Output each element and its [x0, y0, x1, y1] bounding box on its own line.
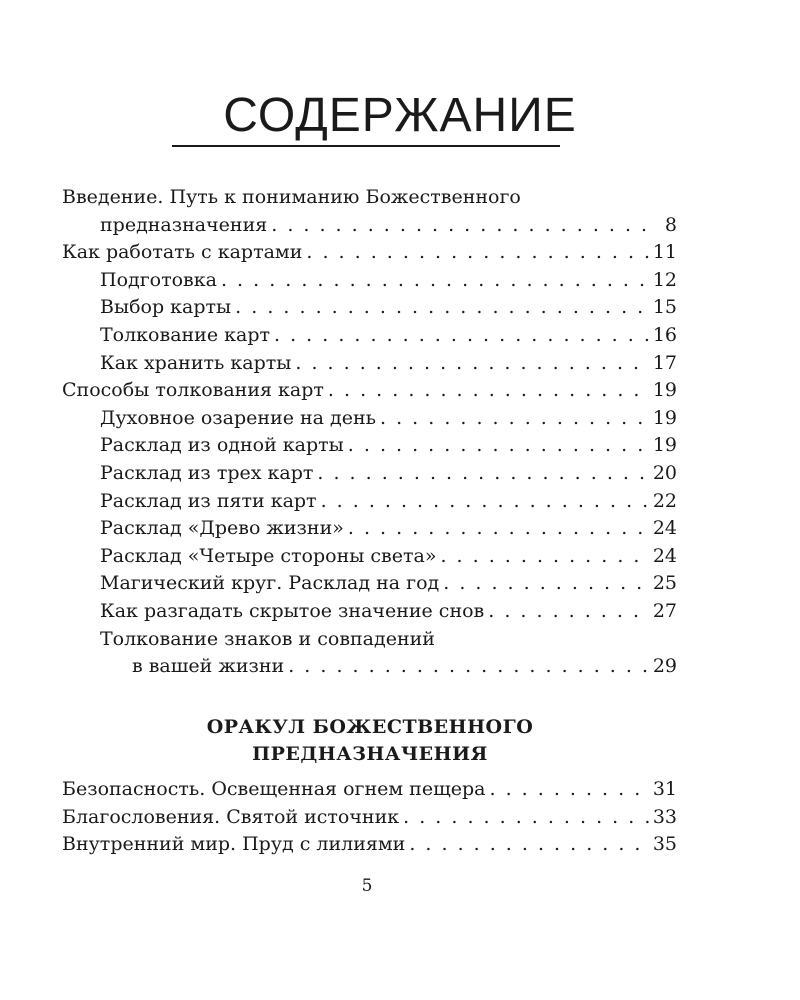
toc-entry — [62, 267, 677, 295]
toc-dot-leader — [317, 460, 648, 488]
toc-entry — [62, 626, 677, 654]
toc-dot-leader — [235, 294, 649, 322]
toc-entry — [62, 294, 677, 322]
toc-entry-title: Толкование знаков и совпадений — [100, 627, 435, 650]
toc-entry-title: Расклад из трех карт — [100, 461, 314, 484]
toc-entry-page-number: 15 — [652, 296, 677, 319]
toc-entry — [62, 432, 677, 460]
toc-entry-page-number: 11 — [652, 241, 677, 264]
toc-entry-title: Расклад из одной карты — [100, 434, 344, 457]
toc-entry-title: Внутренний мир. Пруд с лилиями — [62, 833, 406, 856]
toc-entry-title: Как работать с картами — [62, 241, 303, 264]
toc-entry — [62, 212, 677, 240]
toc-entry-title: Выбор карты — [100, 296, 232, 319]
toc-entry-page-number: 31 — [652, 778, 677, 800]
toc-entry-page-number: 22 — [652, 489, 677, 512]
toc-entry-page-number: 35 — [652, 833, 677, 856]
toc-entry-title: Как хранить карты — [100, 351, 292, 374]
toc-entry-title: Расклад из пяти карт — [100, 489, 317, 512]
toc-entry-page-number: 24 — [652, 517, 677, 540]
toc-dot-leader — [380, 405, 649, 433]
toc-dot-leader — [488, 598, 649, 626]
toc-entry-page-number: 27 — [652, 599, 677, 622]
toc-dot-leader — [288, 653, 649, 681]
toc-dot-leader — [321, 488, 649, 516]
toc-entry — [62, 831, 677, 859]
toc-entry-title: Введение. Путь к пониманию Божественного — [62, 186, 521, 208]
toc-entry-page-number: 20 — [652, 461, 677, 484]
toc-entry-page-number: 8 — [664, 213, 677, 236]
toc-entry — [62, 322, 677, 350]
toc-entry-page-number: 33 — [652, 805, 677, 828]
toc-entry-title: Магический круг. Расклад на год — [100, 572, 440, 595]
toc-dot-leader — [271, 212, 651, 240]
toc-dot-leader — [221, 267, 649, 295]
toc-entry-title: предназначения — [100, 213, 268, 236]
toc-entry-title: Способы толкования карт — [62, 379, 324, 402]
toc-entry — [62, 239, 677, 267]
toc-entry-title: в вашей жизни — [132, 655, 285, 678]
toc-entry-page-number: 19 — [652, 406, 677, 429]
toc-entry — [62, 653, 677, 681]
toc-entry-title: Расклад «Древо жизни» — [100, 517, 344, 540]
page-number: 5 — [361, 876, 373, 896]
toc-entry-title: Толкование карт — [100, 323, 271, 346]
toc-dot-leader — [348, 432, 649, 460]
toc-entry-title: Как разгадать скрытое значение снов — [100, 599, 485, 622]
toc-entry-title: Благословения. Святой источник — [62, 805, 400, 828]
table-of-contents-oracle — [62, 776, 677, 859]
toc-dot-leader — [409, 831, 648, 859]
toc-entry — [62, 377, 677, 405]
section-heading — [0, 714, 740, 768]
toc-entry — [62, 350, 677, 378]
toc-entry — [62, 804, 677, 832]
title-underline — [172, 145, 560, 147]
toc-entry-title: Расклад «Четыре стороны света» — [100, 544, 437, 567]
toc-entry-page-number: 16 — [652, 323, 677, 346]
toc-entry — [62, 488, 677, 516]
toc-entry — [62, 598, 677, 626]
toc-entry-page-number: 12 — [652, 268, 677, 291]
toc-entry — [62, 543, 677, 571]
section-heading-line-2: ПРЕДНАЗНАЧЕНИЯ — [252, 743, 488, 765]
toc-dot-leader — [440, 543, 648, 571]
toc-entry — [62, 776, 677, 804]
toc-dot-leader — [274, 322, 649, 350]
toc-entry-page-number: 19 — [652, 379, 677, 402]
toc-entry-title: Подготовка — [100, 268, 217, 291]
toc-entry-title: Безопасность. Освещенная огнем пещера — [62, 778, 486, 800]
section-heading-line-1: ОРАКУЛ БОЖЕСТВЕННОГО — [206, 716, 534, 738]
toc-entry-page-number: 29 — [652, 655, 677, 678]
toc-dot-leader — [306, 239, 648, 267]
toc-entry — [62, 460, 677, 488]
toc-entry-page-number: 25 — [652, 572, 677, 595]
toc-entry — [62, 405, 677, 433]
toc-entry-page-number: 24 — [652, 544, 677, 567]
toc-dot-leader — [490, 776, 649, 804]
toc-dot-leader — [403, 804, 649, 832]
toc-entry — [62, 515, 677, 543]
toc-entry — [62, 184, 677, 212]
toc-dot-leader — [443, 570, 649, 598]
toc-entry-title: Духовное озарение на день — [100, 406, 376, 429]
toc-dot-leader — [348, 515, 649, 543]
toc-dot-leader — [328, 377, 649, 405]
toc-entry-page-number: 17 — [652, 351, 677, 374]
toc-entry — [62, 570, 677, 598]
page-title: СОДЕРЖАНИЕ — [223, 89, 577, 142]
toc-dot-leader — [295, 350, 648, 378]
table-of-contents — [62, 184, 677, 681]
toc-entry-page-number: 19 — [652, 434, 677, 457]
